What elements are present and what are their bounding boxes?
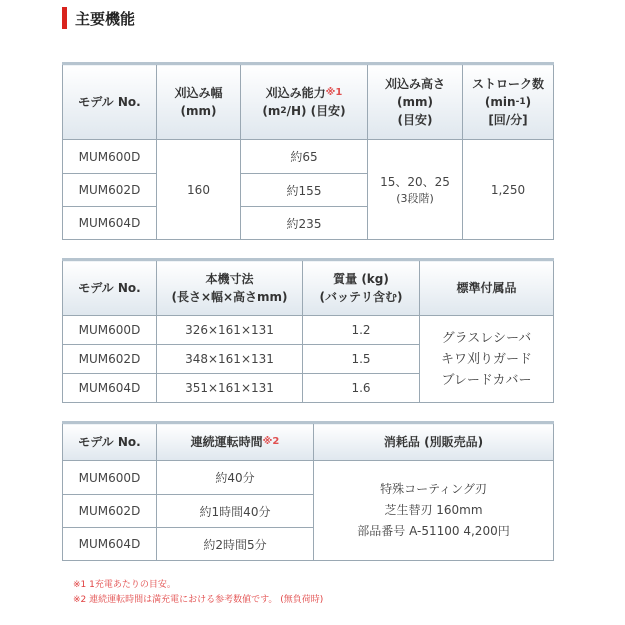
model-cell: MUM604D [63,207,157,240]
capacity-cell: 約65 [241,140,368,174]
header-accessories: 標準付属品 [420,260,554,316]
title-accent-bar [62,7,67,29]
model-cell: MUM604D [63,528,157,561]
mass-cell: 1.5 [303,345,420,374]
table-row [63,461,554,495]
header-cutting-width: 刈込み幅 (mm) [157,64,241,140]
dimensions-cell: 326×161×131 [157,316,303,345]
footnote-2: ※2 連続運転時間は満充電における参考数値です。 (無負荷時) [73,595,324,605]
header-model: モデル No. [63,64,157,140]
model-cell: MUM602D [63,495,157,528]
mass-cell: 1.6 [303,374,420,403]
cutting-height-cell: 15、20、25 (3段階) [368,140,463,240]
section-header [62,6,135,30]
model-cell: MUM600D [63,316,157,345]
runtime-cell: 約1時間40分 [157,495,314,528]
dimensions-cell: 348×161×131 [157,345,303,374]
model-cell: MUM600D [63,140,157,174]
header-runtime: 連続運転時間$^{※2}$ [157,423,314,461]
footnote-1: ※1 1充電あたりの目安。 [73,580,176,590]
header-model: モデル No. [63,423,157,461]
capacity-cell: 約155 [241,174,368,207]
header-mass: 質量 (kg) (バッテリ含む) [303,260,420,316]
runtime-cell: 約2時間5分 [157,528,314,561]
cutting-width-cell: 160 [157,140,241,240]
header-model: モデル No. [63,260,157,316]
footnotes [73,578,323,608]
capacity-cell: 約235 [241,207,368,240]
header-dimensions: 本機寸法 (長さ×幅×高さmm) [157,260,303,316]
consumables-cell: 特殊コーティング刃 芝生替刃 160mm 部品番号 A-51100 4,200円 [314,461,554,561]
model-cell: MUM602D [63,345,157,374]
spec-table-runtime [62,421,554,561]
section-title: 主要機能 [75,9,136,28]
dimensions-cell: 351×161×131 [157,374,303,403]
header-consumables: 消耗品 (別販売品) [314,423,554,461]
runtime-cell: 約40分 [157,461,314,495]
model-cell: MUM600D [63,461,157,495]
table-row [63,140,554,174]
header-cutting-capacity: 刈込み能力$^{※1}$ $(m^2/H)$ (目安) [241,64,368,140]
stroke-rate-cell: 1,250 [463,140,554,240]
accessories-cell: グラスレシーバ キワ刈りガード ブレードカバー [420,316,554,403]
header-cutting-height: 刈込み高さ (mm) (目安) [368,64,463,140]
header-stroke-rate: ストローク数 $(\min^{-1})$ [回/分] [463,64,554,140]
model-cell: MUM602D [63,174,157,207]
mass-cell: 1.2 [303,316,420,345]
model-cell: MUM604D [63,374,157,403]
spec-table-dimensions [62,258,554,403]
table-row [63,316,554,345]
spec-table-performance [62,62,554,240]
